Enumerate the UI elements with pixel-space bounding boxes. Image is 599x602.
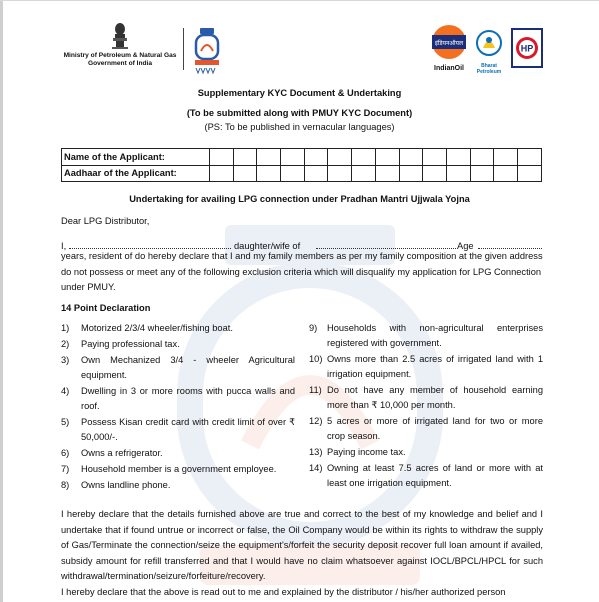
aadhaar-box[interactable]	[209, 165, 233, 182]
name-box[interactable]	[375, 149, 399, 166]
name-box[interactable]	[280, 149, 304, 166]
list-item	[61, 353, 295, 384]
table-row	[62, 149, 542, 166]
indianoil-logo-icon	[428, 24, 470, 60]
aadhaar-box[interactable]	[233, 165, 257, 182]
item-text: Paying income tax.	[327, 447, 406, 457]
government-name: Government of India	[87, 60, 153, 67]
aadhaar-box[interactable]	[518, 165, 542, 182]
name-box[interactable]	[494, 149, 518, 166]
item-text: Owns a refrigerator.	[81, 448, 163, 458]
name-box[interactable]	[423, 149, 447, 166]
item-text: Dwelling in 3 or more rooms with pucca walls and roof.	[81, 386, 295, 411]
document-note: (PS: To be published in vernacular languages)	[204, 122, 395, 132]
declaration-intro: years, resident of do hereby declare that I and my family members as per my family composition at the given address do not possess or meet any of the following exclusion criteria which will disqualify my application for LPG Connection under PMUY.	[61, 251, 543, 292]
indianoil-logo	[428, 24, 470, 72]
name-box[interactable]	[233, 149, 257, 166]
bharat-petroleum-logo-icon	[474, 28, 504, 58]
item-text: Owns more than 2.5 acres of irrigated land with 1 irrigation equipment.	[327, 354, 543, 379]
item-text: Household member is a government employee.	[81, 464, 277, 474]
item-number: 6)	[61, 448, 70, 458]
item-number: 5)	[61, 417, 70, 427]
indianoil-label: IndianOil	[434, 65, 464, 72]
list-item	[61, 462, 295, 478]
list-item	[61, 478, 295, 494]
bharat-label-line2: Petroleum	[476, 69, 502, 75]
item-text: Paying professional tax.	[81, 339, 180, 349]
name-box[interactable]	[518, 149, 542, 166]
item-number: 8)	[61, 480, 70, 490]
list-item	[309, 461, 543, 492]
list-item	[309, 445, 543, 461]
header-divider	[183, 28, 184, 70]
item-number: 3)	[61, 355, 70, 365]
applicant-table	[61, 148, 542, 182]
list-item	[61, 321, 295, 337]
declaration-list-left	[61, 321, 295, 494]
list-item	[309, 352, 543, 383]
fill-label-daughter: daughter/wife of	[234, 241, 301, 251]
item-text: Own Mechanized 3/4 - wheeler Agricultural equipment.	[81, 355, 295, 380]
item-text: Owns landline phone.	[81, 480, 171, 490]
list-item	[309, 321, 543, 352]
item-number: 14)	[309, 463, 323, 473]
item-number: 2)	[61, 339, 70, 349]
aadhaar-box[interactable]	[328, 165, 352, 182]
bharat-label-line1: Bharat	[481, 63, 497, 69]
item-text: Households with non-agricultural enterprises registered with government.	[327, 323, 543, 348]
aadhaar-box[interactable]	[352, 165, 376, 182]
item-number: 10)	[309, 354, 323, 364]
list-item	[309, 414, 543, 445]
document-subtitle: (To be submitted along with PMUY KYC Document)	[186, 108, 413, 118]
name-box[interactable]	[399, 149, 423, 166]
item-number: 12)	[309, 416, 323, 426]
name-box[interactable]	[304, 149, 328, 166]
name-box[interactable]	[470, 149, 494, 166]
hp-logo	[511, 28, 543, 73]
undertaking-heading: Undertaking for availing LPG connection under Pradhan Mantri Ujjwala Yojna	[129, 194, 470, 204]
list-item	[61, 384, 295, 415]
name-box[interactable]	[446, 149, 470, 166]
list-item	[61, 337, 295, 353]
explanation-paragraph: I hereby declare that the above is read out to me and explained by the distributor / his/her authorized person	[61, 587, 506, 597]
item-number: 11)	[309, 385, 322, 395]
item-text: Motorized 2/3/4 wheeler/fishing boat.	[81, 323, 233, 333]
aadhaar-box[interactable]	[423, 165, 447, 182]
aadhaar-box[interactable]	[494, 165, 518, 182]
item-number: 13)	[309, 447, 323, 457]
applicant-aadhaar-label: Aadhaar of the Applicant:	[62, 165, 210, 182]
document-title: Supplementary KYC Document & Undertaking	[197, 88, 402, 98]
item-text: Do not have any member of household earning more than ₹ 10,000 per month.	[327, 385, 543, 410]
item-text: 5 acres or more of irrigated land for two or more crop season.	[327, 416, 543, 441]
aadhaar-box[interactable]	[304, 165, 328, 182]
aadhaar-box[interactable]	[446, 165, 470, 182]
national-emblem-icon	[109, 20, 131, 50]
page-border-top	[0, 0, 599, 1]
aadhaar-box[interactable]	[280, 165, 304, 182]
aadhaar-box[interactable]	[470, 165, 494, 182]
list-item	[309, 383, 543, 414]
hp-logo-icon	[511, 28, 543, 68]
table-row	[62, 165, 542, 182]
ujjwala-logo-icon	[190, 26, 224, 76]
name-box[interactable]	[257, 149, 281, 166]
hp-label: HP	[520, 43, 534, 54]
item-number: 4)	[61, 386, 70, 396]
name-box[interactable]	[209, 149, 233, 166]
salutation: Dear LPG Distributor,	[61, 216, 150, 226]
item-number: 1)	[61, 323, 70, 333]
item-text: Possess Kisan credit card with credit limit of over ₹ 50,000/-.	[81, 417, 295, 442]
item-number: 7)	[61, 464, 70, 474]
item-text: Owning at least 7.5 acres of land or more with at least one irrigation equipment.	[327, 463, 543, 488]
item-number: 9)	[309, 323, 318, 333]
list-item	[61, 446, 295, 462]
declaration-title: 14 Point Declaration	[61, 303, 151, 313]
ministry-name: Ministry of Petroleum & Natural Gas	[63, 52, 177, 59]
aadhaar-box[interactable]	[257, 165, 281, 182]
name-box[interactable]	[352, 149, 376, 166]
fill-label-i: I,	[61, 241, 67, 251]
ministry-block	[55, 20, 185, 68]
applicant-name-label: Name of the Applicant:	[62, 149, 210, 166]
declaration-paragraph: I hereby declare that the details furnished above are true and correct to the best of my knowledge and belief and I undertake that if found untrue or incorrect or false, the Oil Company would be within its rights to withdraw the supply of Gas/Terminate the connection/seize the equipment's/forfeit the security deposit recover full loan amount if availed, subsidy amount for refill transferred and that I would have no claim whatsoever against IOCL/BPCL/HPCL for such withdrawal/termination/seizure/forfeiture/recovery.	[61, 509, 543, 581]
aadhaar-box[interactable]	[375, 165, 399, 182]
fill-label-age: Age	[457, 241, 474, 251]
aadhaar-box[interactable]	[399, 165, 423, 182]
list-item	[61, 415, 295, 446]
bharat-petroleum-logo	[474, 28, 504, 75]
name-box[interactable]	[328, 149, 352, 166]
bharat-label	[474, 63, 504, 75]
svg-text:इंडियनऑयल: इंडियनऑयल	[434, 40, 464, 47]
declaration-list-right	[309, 321, 543, 492]
